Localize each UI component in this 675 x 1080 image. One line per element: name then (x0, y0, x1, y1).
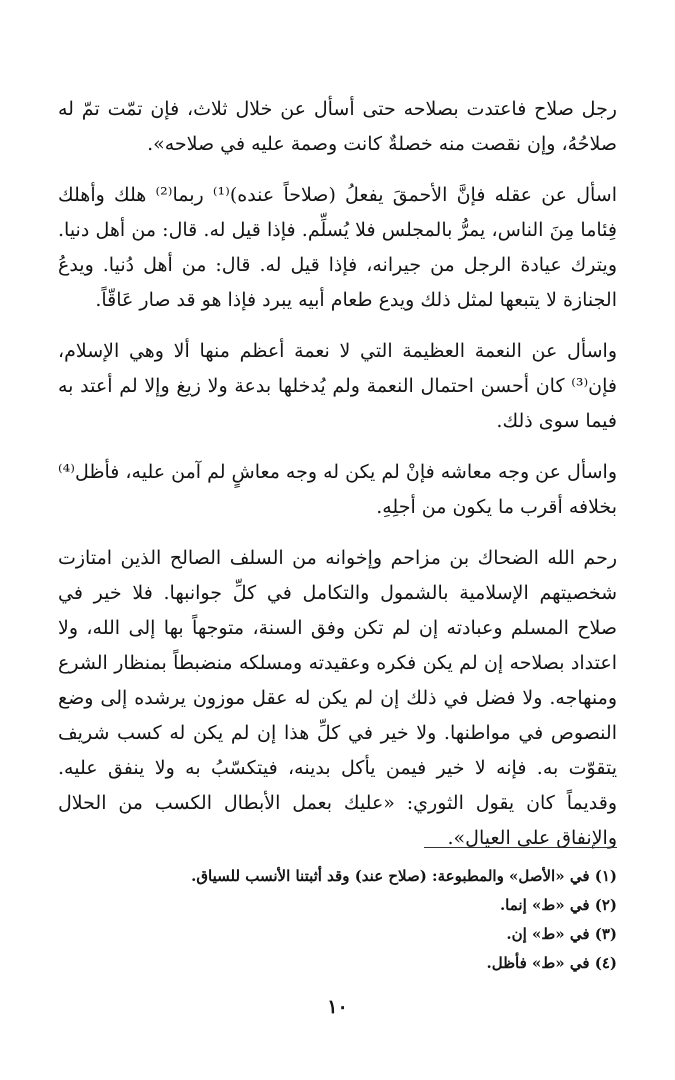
footnotes (58, 862, 617, 978)
footnote: (٢) في «ط» إنما. (499, 896, 617, 914)
footnote: (١) في «الأصل» والمطبوعة: (صلاح عند) وقد أثبتنا الأنسب للسياق. (191, 867, 617, 885)
footnote: (٣) في «ط» إن. (506, 925, 617, 943)
footnote-divider (424, 847, 617, 848)
body-paragraph: رحم الله الضحاك بن مزاحم وإخوانه من السلف الصالح الذين امتازت شخصيتهم الإسلامية بالشمول والتكامل في كلِّ جوانبها. فلا خير في صلاح المسلم وعبادته إن لم تكن وفق السنة، متوجهاً بها إلى الله، ولا اعتداد بصلاحه إن لم يكن فكره وعقيدته ومسلكه منضبطاً بمنظار الشرع ومنهاجه. ولا فضل في ذلك إن لم يكن له عقل موزون يرشده إلى وضع النصوص في مواطنها. ولا خير في كلِّ هذا إن لم يكن له كسب شريف يتقوّت به. فإنه لا خير فيمن يأكل بدينه، فيتكسّبُ به ولا ينفق عليه. وقديماً كان يقول الثوري: «عليك بعمل الأبطال الكسب من الحلال والإنفاق على العيال». (58, 547, 617, 849)
page-number: ١٠ (327, 996, 348, 1018)
body-paragraph: رجل صلاح فاعتدت بصلاحه حتى أسأل عن خلال ثلاث، فإن تمّت تمّ له صلاحُهُ، وإن نقصت منه خصلةٌ كانت وصمة عليه في صلاحه». (58, 98, 617, 155)
body-paragraph: واسأل عن وجه معاشه فإنْ لم يكن له وجه معاشٍ لم آمن عليه، فأظل⁽⁴⁾ بخلافه أقرب ما يكون من أجلِهِ. (58, 461, 617, 518)
page-body (58, 92, 617, 856)
body-paragraph: اسأل عن عقله فإنَّ الأحمقَ يفعلُ (صلاحاً عنده)⁽¹⁾ ربما⁽²⁾ هلك وأهلك فِئاما مِنَ الناس، يمرُّ بالمجلس فلا يُسلِّم. فإذا قيل له. قال: من أهل دنيا. ويترك عيادة الرجل من جيرانه، فإذا قيل له. قال: من أهل دُنيا. ويدعُ الجنازة لا يتبعها لمثل ذلك ويدع طعام أبيه يبرد فإذا هو قد صار عَاقّاً. (58, 184, 617, 311)
footnote: (٤) في «ط» فأظل. (486, 954, 617, 972)
body-paragraph: واسأل عن النعمة العظيمة التي لا نعمة أعظم منها ألا وهي الإسلام، فإن⁽³⁾ كان أحسن احتمال النعمة ولم يُدخلها بدعة ولا زيغ وإلا لم أعتد به فيما سوى ذلك. (58, 340, 617, 432)
